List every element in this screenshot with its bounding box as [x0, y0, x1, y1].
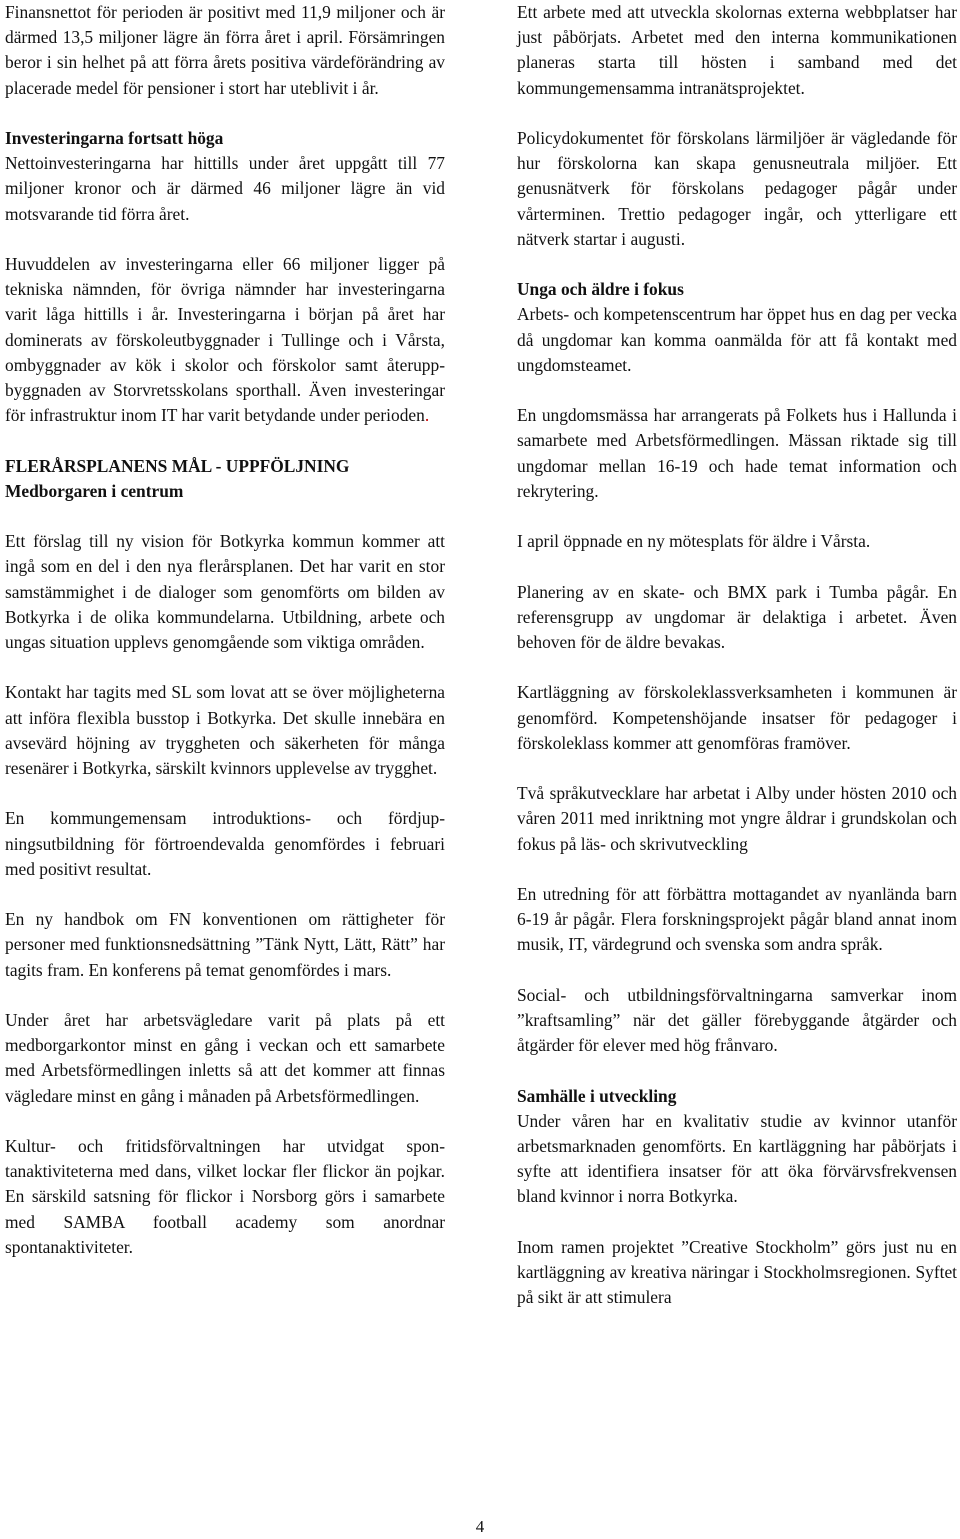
paragraph-kraftsamling: Social- och utbildningsförvaltningarna samverkar inom ”kraftsamling” när det gäller förebyggande åtgärder och åtgärder för elever med hög frånvaro. — [517, 984, 957, 1056]
paragraph-policydokument: Policydokumentet för förskolans lärmiljöer är vägledande för hur förskolorna kan skapa genusneutrala miljöer. Ett genusnätverk för förskolans pedagoger pågår under vårterminen. Trettio pedagoger ingår, och ytterligare ett nätverk startar i augusti. — [517, 128, 957, 249]
page-number: 4 — [475, 1517, 485, 1536]
paragraph-sprakutvecklare: Två språkutvecklare har arbetat i Alby under hösten 2010 och våren 2011 med inriktning mot yngre åldrar i grundskolan och fokus på läs- och skrivutveckling — [517, 783, 957, 854]
section-subtitle: Medborgaren i centrum — [5, 480, 184, 501]
heading-unga-aldre: Unga och äldre i fokus — [517, 279, 684, 300]
paragraph-huvuddelen — [5, 252, 445, 428]
paragraph-samhalle — [517, 1084, 957, 1210]
paragraph-motesplats: I april öppnade en ny mötesplats för äldre i Vårsta. — [517, 531, 871, 552]
paragraph-kvinnor-studie: Under våren har en kvalitativ studie av kvinnor utanför arbetsmarknaden genomförts. En kartläggning har påbörjats i syfte att identifiera insatser för att öka förvärvsfrekvensen bland kvinnor i norra Botkyrka. — [517, 1110, 957, 1207]
section-title: FLERÅRSPLANENS MÅL - UPPFÖLJNING — [5, 455, 350, 476]
heading-samhalle: Samhälle i utveckling — [517, 1085, 677, 1106]
paragraph-webbplatser: Ett arbete med att utveckla skolornas externa webbplatser har just påbörjats. Arbetet med den interna kommunikationen planeras starta till hösten i samband med det kommungemensamma intranätsprojektet. — [517, 2, 957, 98]
paragraph-arbets-kompetenscentrum: Arbets- och kompetenscentrum har öppet hus en dag per vecka då ungdomar kan komma oanmälda för att få kontakt med ungdomsteamet. — [517, 304, 957, 375]
paragraph-nyanlanda: En utredning för att förbättra mottagandet av nyanlända barn 6-19 år pågår. Flera forskningsprojekt pågår bland annat inom musik, IT, värdegrund och svenska som andra språk. — [517, 883, 957, 955]
paragraph-nettoinvesteringar: Nettoinvesteringarna har hittills under året uppgått till 77 miljoner kronor och är därmed 46 miljoner lägre än vid motsvarande tid förra året. — [5, 153, 445, 224]
paragraph-finansnetto: Finansnettot för perioden är positivt med 11,9 miljoner och är därmed 13,5 miljoner lägre än förra året i april. Försämringen beror i sin helhet på att förra årets positiva värdeförändring av placerade medel för pensioner i stort har uteblivit i år. — [5, 2, 445, 98]
paragraph-sl: Kontakt har tagits med SL som lovat att se över möjligheterna att införa flexibla busstop i Botkyrka. Det skulle innebära en avsevärd höjning av tryggheten och säkerheten för många resenärer i Botkyrka, särskilt kvinnors upplevelse av trygghet. — [5, 682, 445, 779]
paragraph-handbok: En ny handbok om FN konventionen om rättigheter för personer med funktionsnedsättning ”Tänk Nytt, Lätt, Rätt” har tagits fram. En konferens på temat genomfördes i mars. — [5, 909, 445, 980]
paragraph-kultur-fritid: Kultur- och fritidsförvaltningen har utvidgat spontanaktiviteterna med dans, vilket lockar fler flickor än pojkar. En särskild satsning för flickor i Norsborg görs i samarbete med SAMBA football academy som anordnar spontanaktiviteter. — [5, 1136, 445, 1257]
paragraph-forskoleklass: Kartläggning av förskoleklassverksamheten i kommunen är genomförd. Kompetenshöjande insatser för pedagoger i förskoleklass kommer att genomföras framöver. — [517, 682, 957, 753]
right-column — [517, 0, 957, 1336]
paragraph-investeringar — [5, 126, 445, 227]
paragraph-unga-aldre — [517, 277, 957, 378]
paragraph-arbetsvagledare: Under året har arbetsvägledare varit på plats på ett medborgarkontor minst en gång i veckan och ett samarbete med Arbetsförmedlingen inletts så att det kommer att finnas vägledare minst en gång i månaden på Arbetsförmedlingen. — [5, 1010, 445, 1106]
paragraph-creative-stockholm: Inom ramen projektet ”Creative Stockholm” görs just nu en kartläggning av kreativa näringar i Stockholmsregionen. Syftet på sikt är att stimulera — [517, 1236, 957, 1308]
paragraph-huvuddelen-end: . — [424, 405, 430, 426]
paragraph-ungdomsmassa: En ungdomsmässa har arrangerats på Folkets hus i Hallunda i samarbete med Arbetsförmedlingen. Mässan riktade sig till ungdomar mellan 16-19 och hade temat information och rekrytering. — [517, 405, 957, 501]
paragraph-vision: Ett förslag till ny vision för Botkyrka kommun kommer att ingå som en del i den nya flerårsplanen. Det har varit en stor samstämmighet i de dialoger som genomförts om bilden av Botkyrka i de olika kommundelarna. Utbildning, arbete och ungas situation upplevs genomgående som viktiga områden. — [5, 531, 445, 653]
left-column — [5, 0, 445, 1285]
heading-investeringar: Investeringarna fortsatt höga — [5, 128, 224, 148]
paragraph-skatepark: Planering av en skate- och BMX park i Tumba pågår. En referensgrupp av ungdomar är delaktiga i arbetet. Även behoven för de äldre bevakas. — [517, 581, 957, 652]
paragraph-introduktion: En kommungemensam introduktions- och fördjupningsutbildning för förtroendevalda genomfördes i februari med positivt resultat. — [5, 808, 445, 879]
paragraph-huvuddelen-text: Huvuddelen av investeringarna eller 66 miljoner ligger på tekniska nämnden, för övriga nämnder har investeringarna varit låga hittills i år. Investeringarna i början på året har dominerats av förskoleutbyggnader i Tullinge och i Vårsta, ombyggnader av kök i skolor och förskolor samt återuppbyggnaden av Storvretsskolans sporthall. Även investeringar för infrastruktur inom IT har varit betydande under perioden — [5, 254, 445, 426]
